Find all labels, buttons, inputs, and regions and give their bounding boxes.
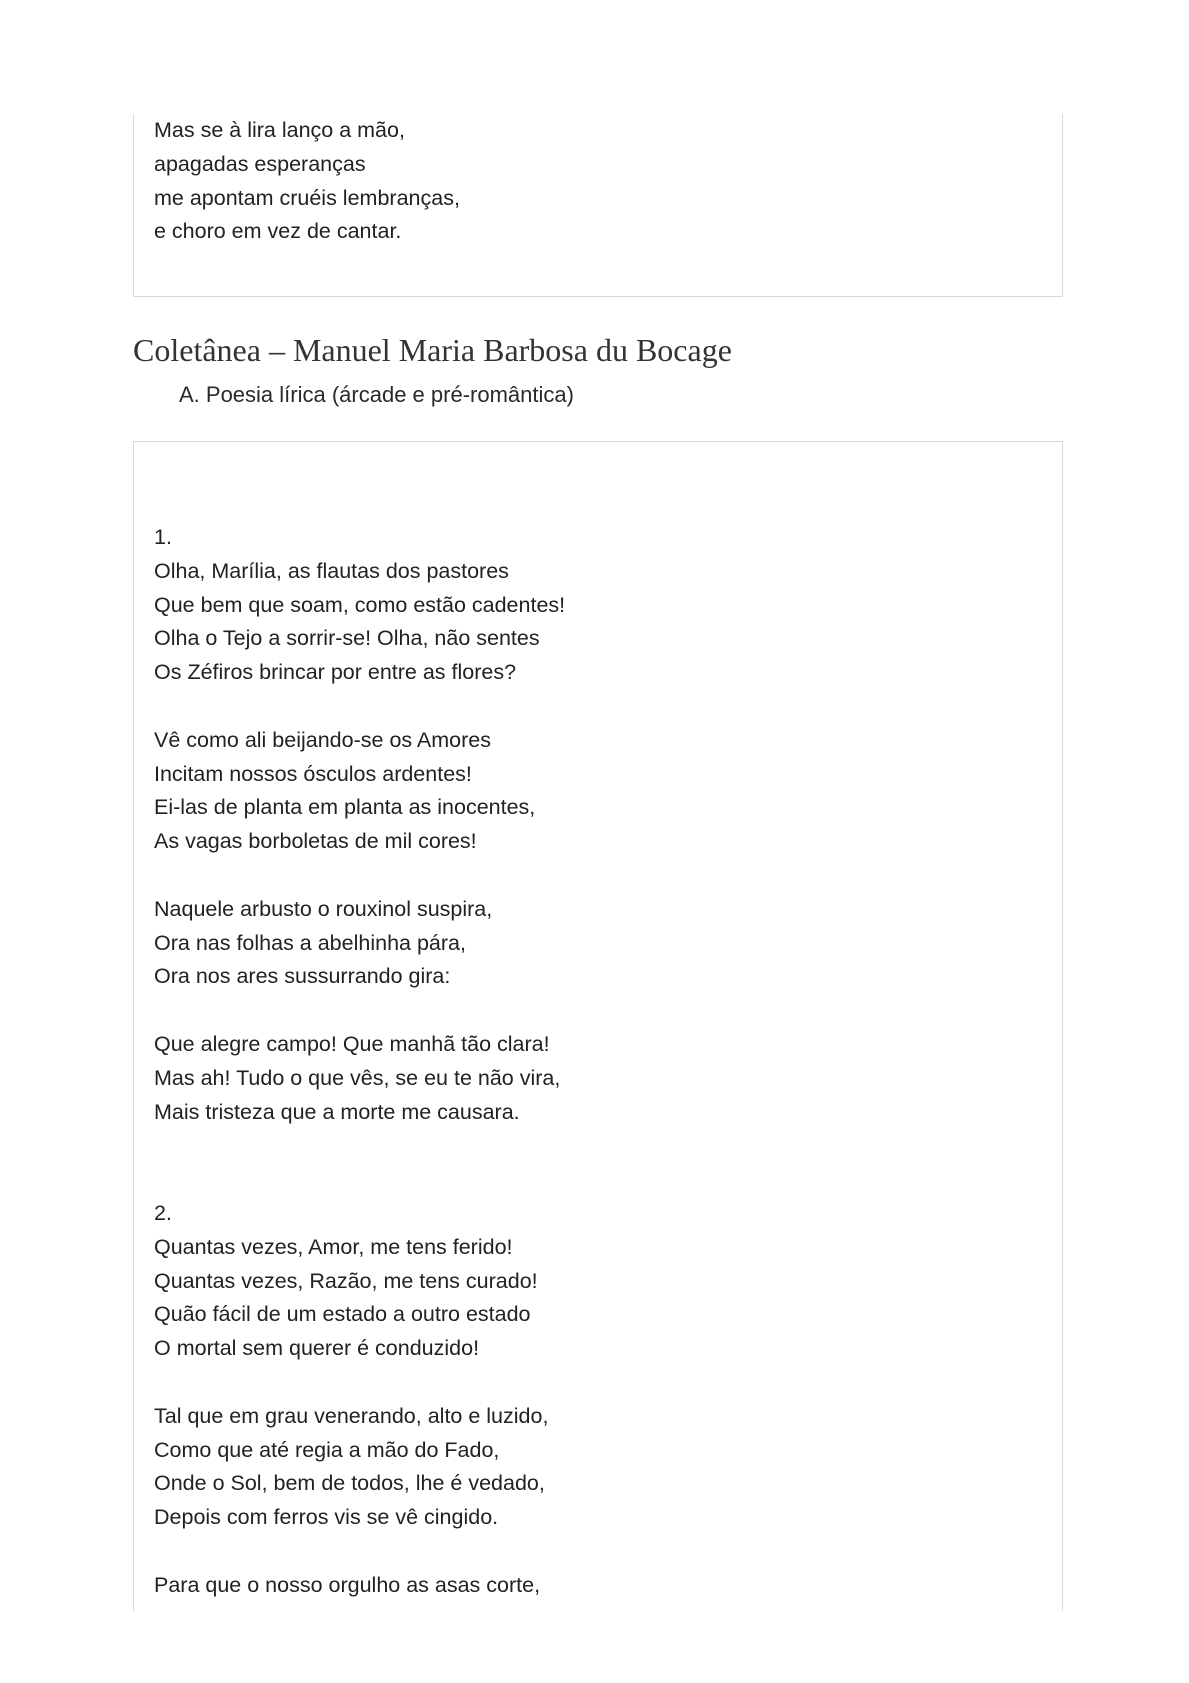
poem-2 xyxy=(154,1197,565,1603)
poem-line: O mortal sem querer é conduzido! xyxy=(154,1336,480,1361)
poem-line: Ora nos ares sussurrando gira: xyxy=(154,964,451,989)
poem-divider xyxy=(154,1129,565,1197)
stanza-divider xyxy=(154,859,565,893)
poem-line: Para que o nosso orgulho as asas corte, xyxy=(154,1572,541,1597)
previous-poem-text xyxy=(154,114,460,249)
subsection-title: A. Poesia lírica (árcade e pré-romântica) xyxy=(179,382,574,407)
poem-line: apagadas esperanças xyxy=(154,151,366,176)
poem-line: Depois com ferros vis se vê cingido. xyxy=(154,1505,499,1530)
stanza xyxy=(154,893,565,994)
stanza xyxy=(154,1400,565,1535)
poem-line: Quantas vezes, Razão, me tens curado! xyxy=(154,1268,538,1293)
stanza-divider xyxy=(154,994,565,1028)
poem-line: Que alegre campo! Que manhã tão clara! xyxy=(154,1031,550,1056)
poem-line: Ei-las de planta em planta as inocentes, xyxy=(154,795,536,820)
poems-box xyxy=(133,441,1063,1611)
poem-line: Mas se à lira lanço a mão, xyxy=(154,118,405,142)
poem-line: Tal que em grau venerando, alto e luzido, xyxy=(154,1403,549,1428)
poem-line: Ora nas folhas a abelhinha pára, xyxy=(154,930,466,955)
poem-line: Os Zéfiros brincar por entre as flores? xyxy=(154,660,517,685)
poem-line: Olha o Tejo a sorrir-se! Olha, não sentes xyxy=(154,626,540,651)
stanza xyxy=(154,724,565,859)
poem-number: 2. xyxy=(154,1200,172,1225)
poem-line: Quão fácil de um estado a outro estado xyxy=(154,1302,531,1327)
poem-number: 1. xyxy=(154,525,172,549)
poem-line: Incitam nossos ósculos ardentes! xyxy=(154,761,472,786)
stanza xyxy=(154,555,565,690)
stanza-divider xyxy=(154,690,565,724)
poem-line: Mais tristeza que a morte me causara. xyxy=(154,1099,520,1124)
poem-line: Vê como ali beijando-se os Amores xyxy=(154,727,492,752)
poem-line: Naquele arbusto o rouxinol suspira, xyxy=(154,896,493,921)
poem-line: Quantas vezes, Amor, me tens ferido! xyxy=(154,1234,513,1259)
poem-line: As vagas borboletas de mil cores! xyxy=(154,829,477,854)
poems-text xyxy=(154,521,565,1603)
poem-line: Olha, Marília, as flautas dos pastores xyxy=(154,558,509,583)
previous-poem-box xyxy=(133,114,1063,297)
poem-1 xyxy=(154,521,565,1129)
poem-line: Como que até regia a mão do Fado, xyxy=(154,1437,500,1462)
stanza-divider xyxy=(154,1366,565,1400)
poem-line: e choro em vez de cantar. xyxy=(154,219,402,244)
stanza xyxy=(154,1231,565,1366)
section-title: Coletânea – Manuel Maria Barbosa du Bocage xyxy=(133,332,732,368)
stanza xyxy=(154,1028,565,1129)
poem-line: me apontam cruéis lembranças, xyxy=(154,185,460,210)
stanza xyxy=(154,1569,565,1603)
poem-line: Onde o Sol, bem de todos, lhe é vedado, xyxy=(154,1471,545,1496)
poem-line: Que bem que soam, como estão cadentes! xyxy=(154,592,566,617)
stanza-divider xyxy=(154,1535,565,1569)
poem-line: Mas ah! Tudo o que vês, se eu te não vira, xyxy=(154,1065,561,1090)
